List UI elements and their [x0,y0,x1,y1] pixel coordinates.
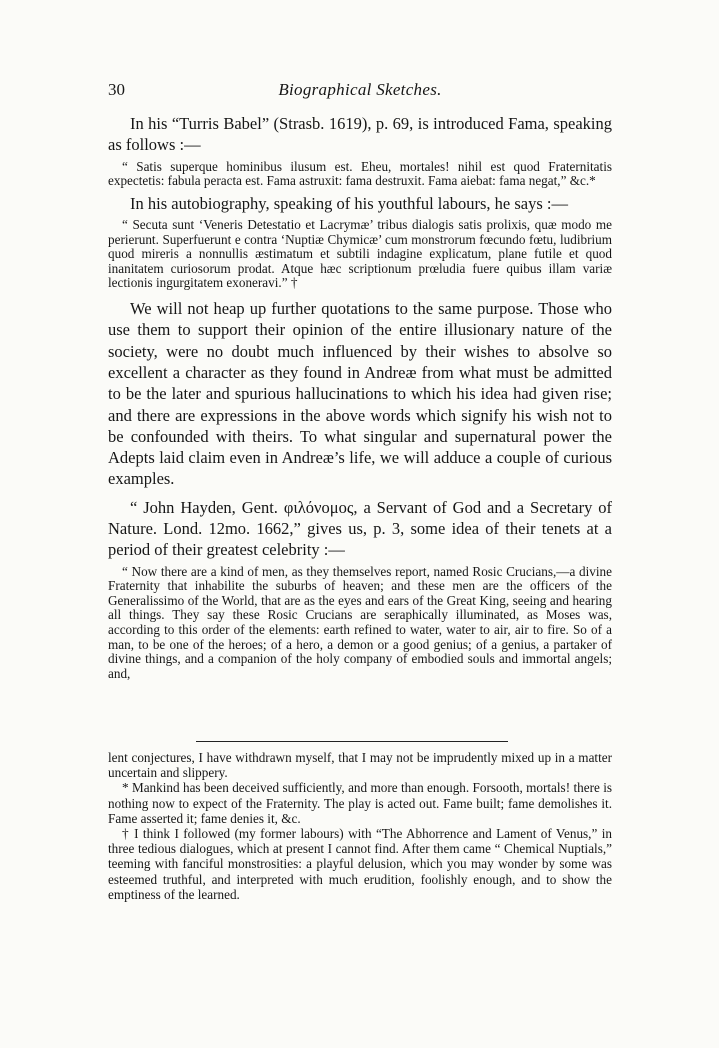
quote-rosic-crucians: “ Now there are a kind of men, as they themselves report, named Rosic Crucians,—a divine Fraternity that inhabilite the suburbs of heaven; and these men are the officers of the Generalissimo of the World, that are as the eyes and ears of the Great King, seeing and hearing all things. They say these Rosic Crucians are seraphically illuminated, as Moses was, according to this order of the elements: earth refined to water, water to air, air to fire. So of a man, to be one of the heroes; of a hero, a demon or a good genius; of a genius, a partaker of divine things, and a companion of the holy company of embodied souls and immortal angels; and, [108,563,612,681]
footnote-star: * Mankind has been deceived sufficiently, and more than enough. Forsooth, mortals! there is nothing now to expect of the Fraternity. The play is acted out. Fame built; fame demolishes it. Fame asserted it; fame denies it, &c. [108,780,612,826]
paragraph-turris-babel: In his “Turris Babel” (Strasb. 1619), p. 69, is introduced Fama, speaking as follows :— [108,114,612,155]
quote-secuta-sunt: “ Secuta sunt ‘Veneris Detestatio et Lacrymæ’ tribus dialogis satis prolixis, quæ modo me perierunt. Superfuerunt e contra ‘Nuptiæ Chymicæ’ cum monstrorum fœcundo fœtu, ludibrium quod mireris a nonnullis æstimatum et subtili indagine explicatum, plane futile et quod inanitatem curiosorum prodat. Atque hæc scriptionum prœludia fuere quibus illam variæ lectionis ingurgitatem exoneravi.” † [108,217,612,291]
main-text [108,113,612,681]
footnote-divider [196,741,508,742]
page-number: 30 [108,80,125,99]
footnote-continuation: lent conjectures, I have withdrawn myself, that I may not be imprudently mixed up in a matter uncertain and slippery. [108,750,612,781]
running-header [108,80,612,102]
paragraph-john-hayden: “ John Hayden, Gent. φιλόνομος, a Servant of God and a Secretary of Nature. Lond. 12mo. 1662,” gives us, p. 3, some idea of their tenets at a period of their greatest celebrity :— [108,497,612,560]
paragraph-autobiography: In his autobiography, speaking of his youthful labours, he says :— [130,193,568,213]
running-title: Biographical Sketches. [278,80,442,99]
footnote-dagger: † I think I followed (my former labours) with “The Abhorrence and Lament of Venus,” in three tedious dialogues, which at present I cannot find. After them came “ Chemical Nuptials,” teeming with fanciful monstrosities: a playful delusion, which you may wonder by some was esteemed truthful, and interpreted with much erudition, foolishly enough, and to show the emptiness of the learned. [108,826,612,902]
quote-fama: “ Satis superque hominibus ilusum est. Eheu, mortales! nihil est quod Fraternitatis expectetis: fabula peracta est. Fama astruxit: fama destruxit. Fama aiebat: fama negat,” &c.* [108,158,612,189]
paragraph-quotations: We will not heap up further quotations to the same purpose. Those who use them to support their opinion of the entire illusionary nature of the society, were no doubt much influenced by their wishes to absolve so excellent a character as they found in Andreæ from what must be admitted to be the later and spurious hallucinations to which his idea had given rise; and there are expressions in the above words which signify his wish not to be confounded with theirs. To what singular and supernatural power the Adepts laid claim even in Andreæ’s life, we will adduce a couple of curious examples. [108,299,612,489]
footnotes [108,750,612,902]
